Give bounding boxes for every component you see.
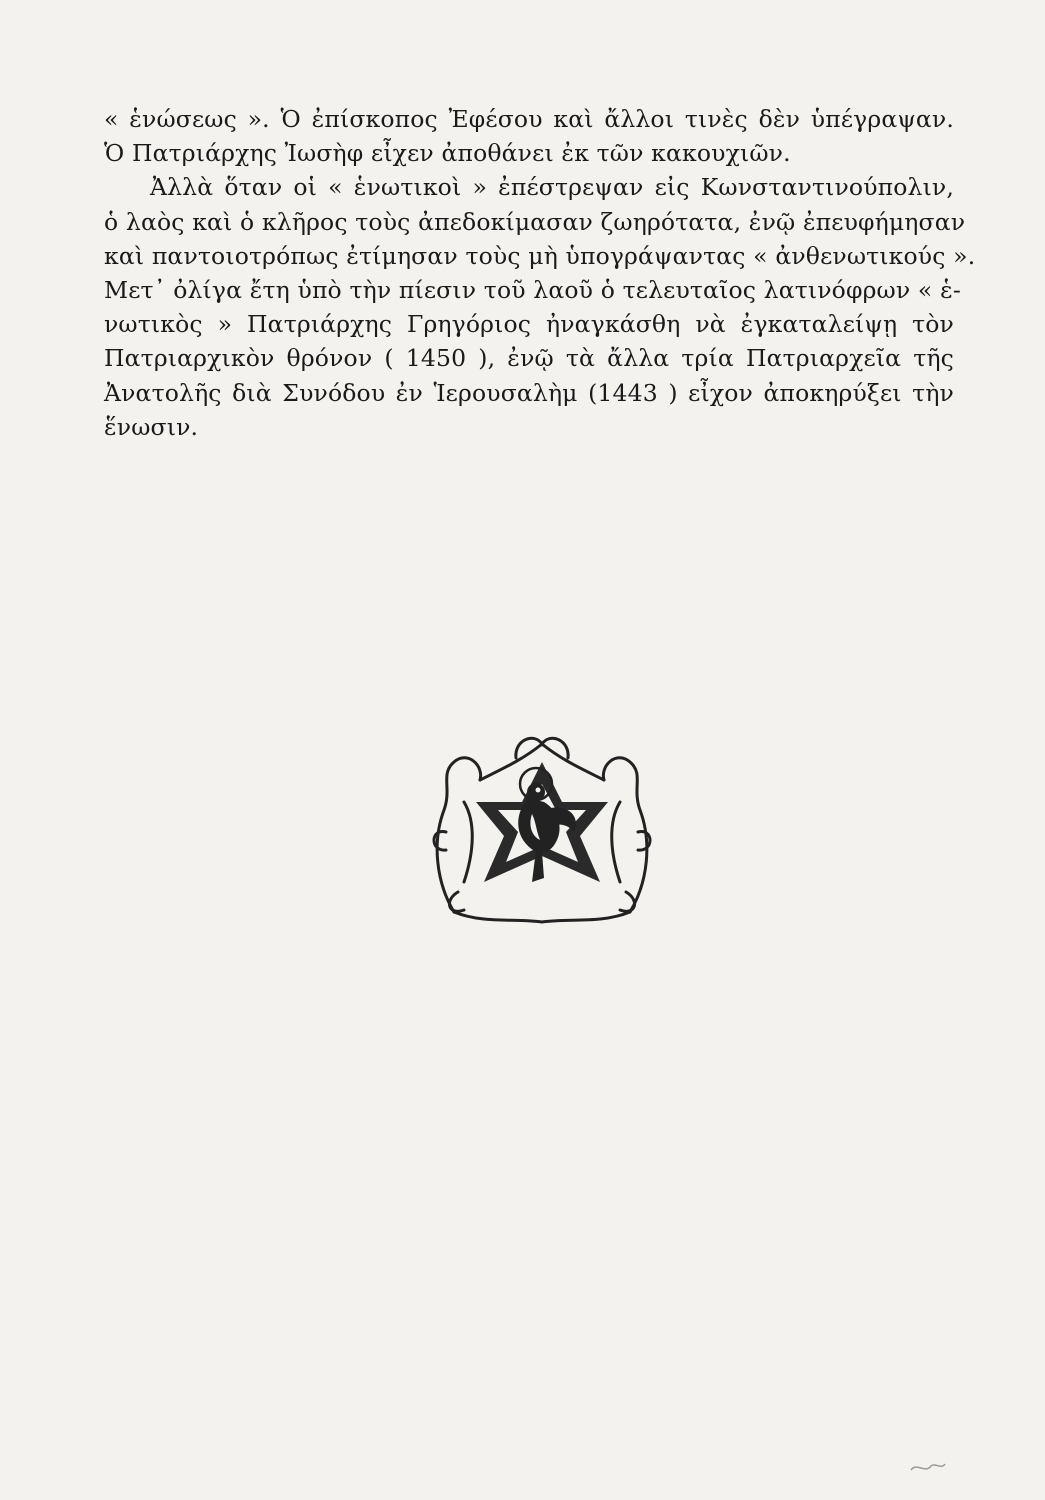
text-line-9: Ἀνατολῆς διὰ Συνόδου ἐν Ἱερουσαλὴμ (1443 ) εἶχον ἀποκηρύξει τὴν [104,378,954,407]
text-line-5: καὶ παντοιοτρόπως ἐτίμησαν τοὺς μὴ ὑπογράψαντας « ἀνθενωτικούς ». [104,241,976,270]
text-line-1: « ἑνώσεως ». Ὁ ἐπίσκοπος Ἐφέσου καὶ ἄλλοι τινὲς δὲν ὑπέγραψαν. [104,105,954,133]
dove-star-emblem-icon [424,732,660,928]
text-line-6: Μετ᾽ ὀλίγα ἔτη ὑπὸ τὴν πίεσιν τοῦ λαοῦ ὁ τελευταῖος λατινόφρων « ἑ- [104,276,961,305]
text-line-2: Ὁ Πατριάρχης Ἰωσὴφ εἶχεν ἀποθάνει ἐκ τῶν κακουχιῶν. [104,139,791,168]
text-line-4: ὁ λαὸς καὶ ὁ κλῆρος τοὺς ἀπεδοκίμασαν ζωηρότατα, ἐνῷ ἐπευφήμησαν [104,207,966,236]
text-line-10: ἕνωσιν. [104,412,199,441]
ink-smudge [907,1456,949,1478]
text-line-7: νωτικὸς » Πατριάρχης Γρηγόριος ἠναγκάσθη νὰ ἐγκαταλείψῃ τὸν [104,310,954,339]
text-line-8: Πατριαρχικὸν θρόνον ( 1450 ), ἐνῷ τὰ ἄλλα τρία Πατριαρχεῖα τῆς [104,344,954,373]
body-text [104,102,976,444]
text-line-3: Ἀλλὰ ὅταν οἱ « ἑνωτικοὶ » ἐπέστρεψαν εἰς Κωνσταντινούπολιν, [150,173,954,202]
